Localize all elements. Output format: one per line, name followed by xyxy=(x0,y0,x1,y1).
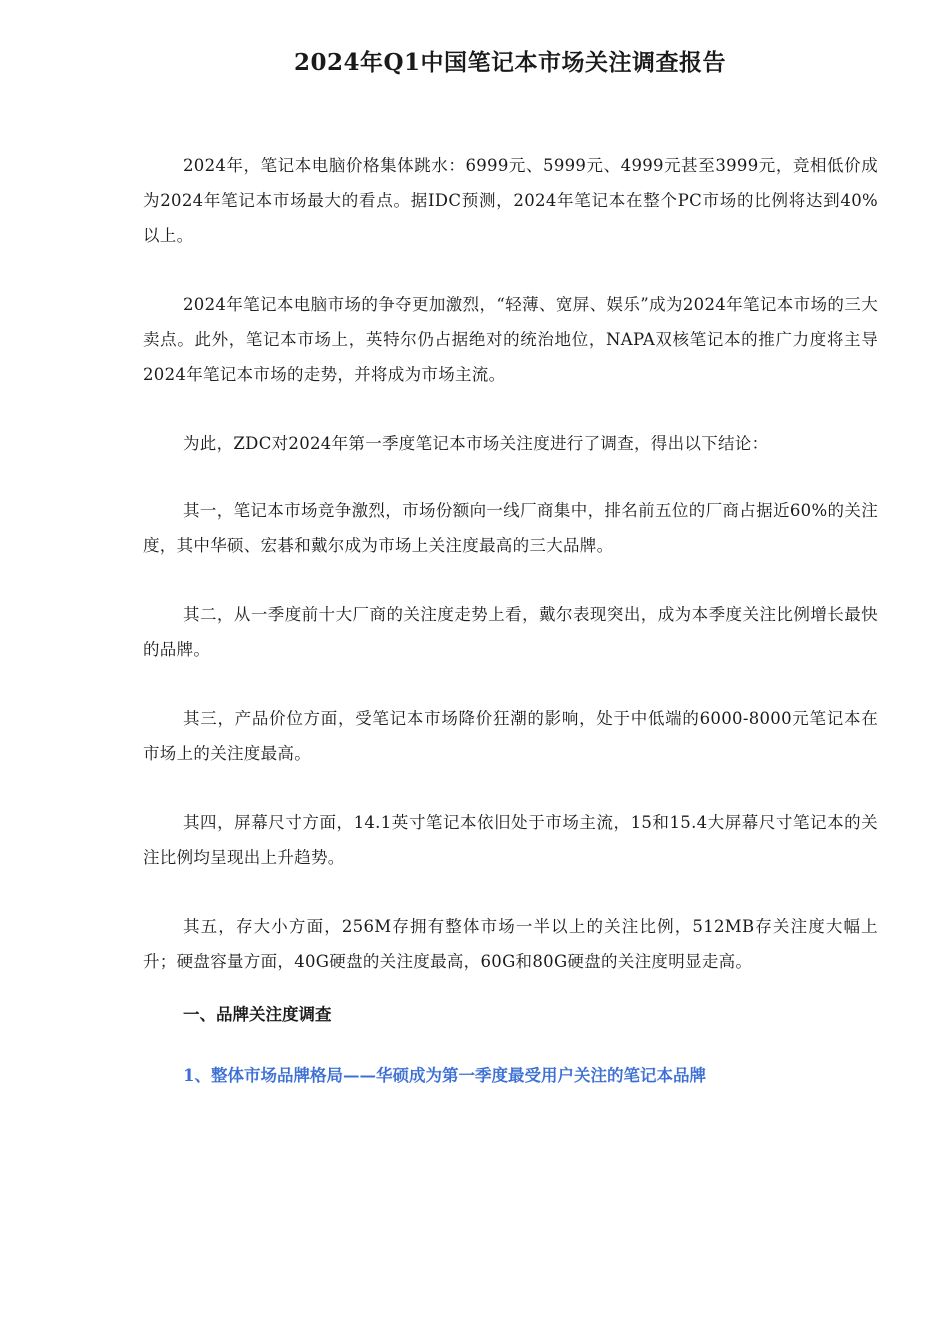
section-heading: 一、品牌关注度调查 xyxy=(183,1005,332,1024)
paragraph-survey-intro: 为此，ZDC对2024年第一季度笔记本市场关注度进行了调查，得出以下结论： xyxy=(183,434,769,453)
paragraph-conclusion-3: 其三，产品价位方面，受笔记本市场降价狂潮的影响，处于中低端的6000-8000元笔记本在市场上的关注度最高。 xyxy=(143,709,878,763)
sub-heading: 1、整体市场品牌格局——华硕成为第一季度最受用户关注的笔记本品牌 xyxy=(183,1066,706,1085)
paragraph-conclusion-5: 其五，存大小方面，256M存拥有整体市场一半以上的关注比例，512MB存关注度大幅上升；硬盘容量方面，40G硬盘的关注度最高，60G和80G硬盘的关注度明显走高。 xyxy=(143,917,878,971)
paragraph-market-trends: 2024年笔记本电脑市场的争夺更加激烈，“轻薄、宽屏、娱乐”成为2024年笔记本市场的三大卖点。此外，笔记本市场上，英特尔仍占据绝对的统治地位，NAPA双核笔记本的推广力度将主导2024年笔记本市场的走势，并将成为市场主流。 xyxy=(143,295,878,384)
paragraph-intro: 2024年，笔记本电脑价格集体跳水：6999元、5999元、4999元甚至3999元，竞相低价成为2024年笔记本市场最大的看点。据IDC预测，2024年笔记本在整个PC市场的比例将达到40%以上。 xyxy=(143,156,878,245)
paragraph-conclusion-4: 其四，屏幕尺寸方面，14.1英寸笔记本依旧处于市场主流，15和15.4大屏幕尺寸笔记本的关注比例均呈现出上升趋势。 xyxy=(143,813,878,867)
paragraph-conclusion-2: 其二，从一季度前十大厂商的关注度走势上看，戴尔表现突出，成为本季度关注比例增长最快的品牌。 xyxy=(143,605,878,659)
paragraph-conclusion-1: 其一，笔记本市场竞争激烈，市场份额向一线厂商集中，排名前五位的厂商占据近60%的关注度，其中华硕、宏碁和戴尔成为市场上关注度最高的三大品牌。 xyxy=(143,501,878,555)
document-body xyxy=(143,148,878,1093)
page-title: 2024年Q1中国笔记本市场关注调查报告 xyxy=(293,49,727,76)
